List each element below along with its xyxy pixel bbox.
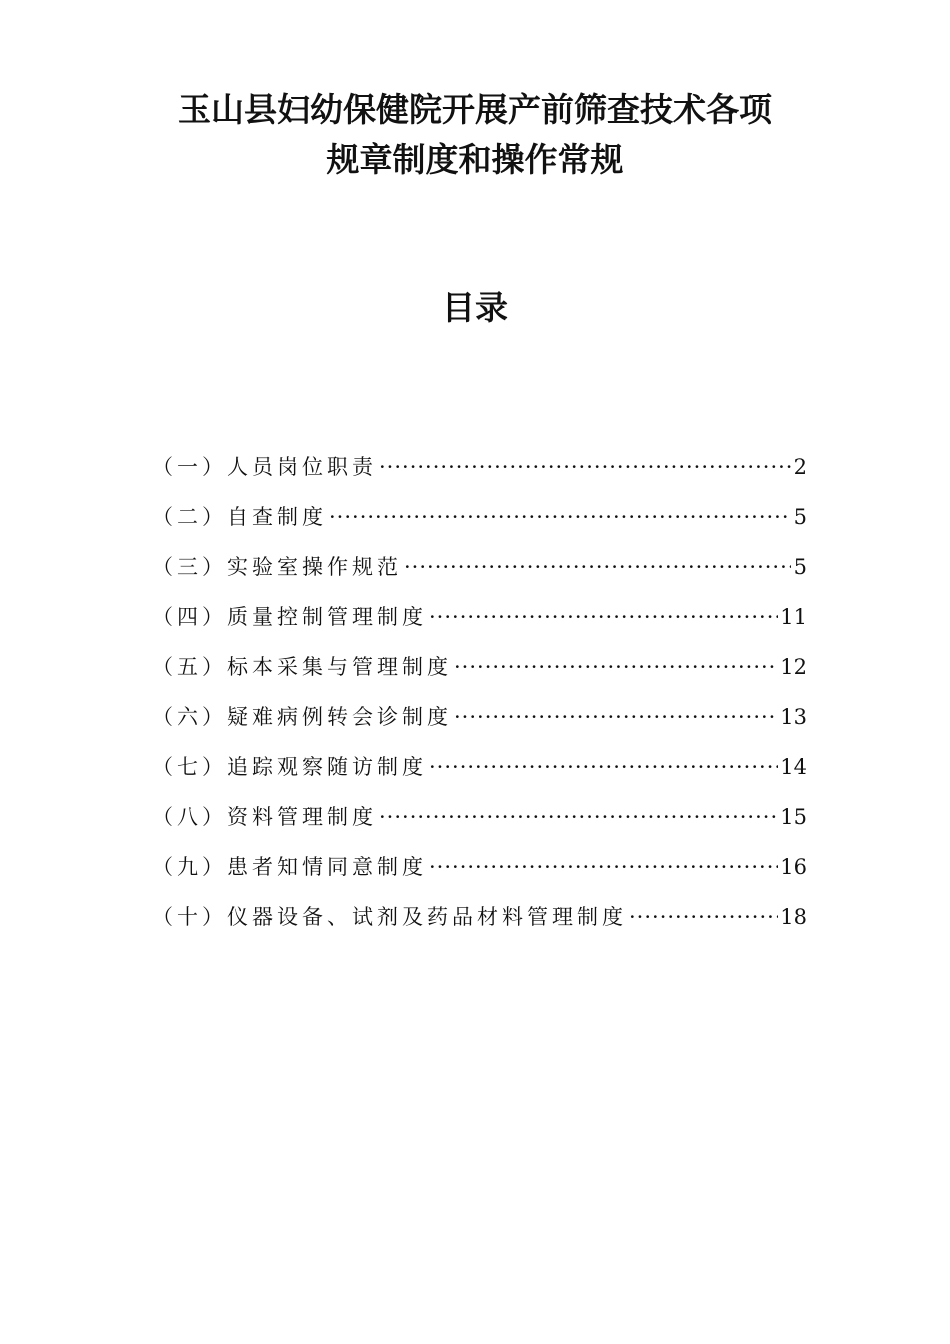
toc-entry-label: （九）患者知情同意制度	[152, 855, 427, 879]
toc-entry-page-number: 2	[793, 455, 807, 479]
toc-entry-page-number: 13	[780, 705, 807, 729]
toc-entry-label: （十）仪器设备、试剂及药品材料管理制度	[152, 905, 627, 929]
toc-entry-page-number: 14	[780, 755, 807, 779]
toc-entry[interactable]	[152, 500, 807, 550]
toc-entry-page-number: 12	[780, 655, 807, 679]
toc-entry-label: （四）质量控制管理制度	[152, 605, 427, 629]
toc-entry-label: （三）实验室操作规范	[152, 555, 402, 579]
toc-entry-label: （五）标本采集与管理制度	[152, 655, 452, 679]
toc-entry[interactable]	[152, 700, 807, 750]
toc-entry-page-number: 16	[780, 855, 807, 879]
document-title-line-1: 玉山县妇幼保健院开展产前筛查技术各项	[178, 90, 772, 129]
toc-entry-label: （六）疑难病例转会诊制度	[152, 705, 452, 729]
toc-entry[interactable]	[152, 750, 807, 800]
toc-entry[interactable]	[152, 800, 807, 850]
toc-entry-label: （七）追踪观察随访制度	[152, 755, 427, 779]
toc-entry-label: （八）资料管理制度	[152, 805, 377, 829]
toc-dot-leader	[454, 650, 778, 684]
toc-entry[interactable]	[152, 900, 807, 950]
toc-entry[interactable]	[152, 450, 807, 500]
toc-entry-page-number: 11	[780, 605, 807, 629]
toc-entry-label: （一）人员岗位职责	[152, 455, 377, 479]
toc-dot-leader	[379, 800, 778, 834]
toc-entry-page-number: 5	[793, 555, 807, 579]
toc-dot-leader	[429, 850, 778, 884]
toc-dot-leader	[629, 900, 778, 934]
toc-entry-page-number: 15	[780, 805, 807, 829]
toc-entry[interactable]	[152, 850, 807, 900]
toc-entry-page-number: 18	[780, 905, 807, 929]
toc-dot-leader	[429, 750, 778, 784]
toc-entry-page-number: 5	[793, 505, 807, 529]
toc-entry[interactable]	[152, 550, 807, 600]
toc-dot-leader	[329, 500, 791, 534]
toc-dot-leader	[379, 450, 791, 484]
toc-entry-label: （二）自查制度	[152, 505, 327, 529]
document-title-line-2: 规章制度和操作常规	[326, 140, 624, 179]
toc-dot-leader	[429, 600, 778, 634]
toc-entry[interactable]	[152, 650, 807, 700]
toc-heading: 目录	[442, 288, 508, 327]
toc-dot-leader	[404, 550, 791, 584]
table-of-contents	[152, 450, 807, 950]
toc-dot-leader	[454, 700, 778, 734]
toc-entry[interactable]	[152, 600, 807, 650]
